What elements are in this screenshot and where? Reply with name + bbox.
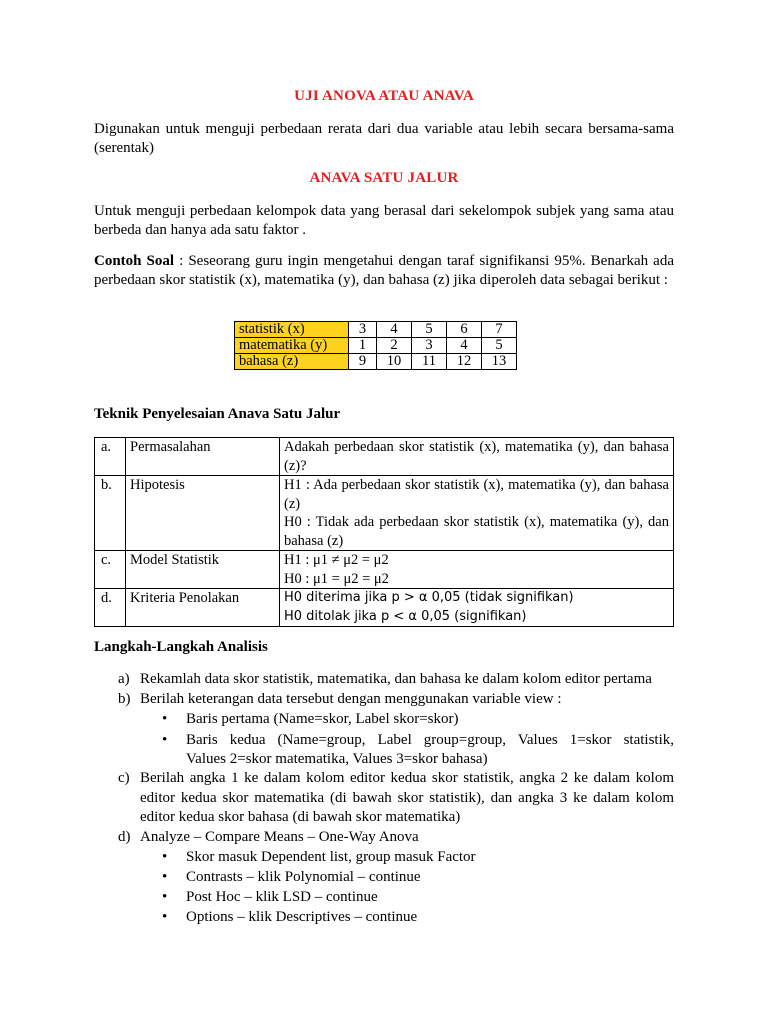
intro2-paragraph: Untuk menguji perbedaan kelompok data yang berasal dari sekelompok subjek yang sama atau berbeda dan hanya ada satu faktor . (94, 203, 674, 238)
sub-step-text: Post Hoc – klik LSD – continue (186, 889, 378, 905)
row-letter: d. (95, 589, 126, 627)
row-content (280, 551, 674, 589)
bullet-icon: • (162, 889, 168, 905)
table-cell: 5 (412, 322, 447, 338)
intro-paragraph: Digunakan untuk menguji perbedaan rerata dari dua variable atau lebih secara bersama-sama (serentak) (94, 121, 674, 156)
sub-step-text: Baris pertama (Name=skor, Label skor=skor) (186, 711, 459, 727)
table-cell: 4 (447, 338, 482, 354)
score-data-table (234, 321, 517, 370)
row-label: bahasa (z) (235, 354, 349, 370)
row-letter: b. (95, 476, 126, 551)
bullet-icon: • (162, 869, 168, 885)
table-row (235, 322, 517, 338)
row-line: Adakah perbedaan skor statistik (x), matematika (y), dan bahasa (z)? (284, 439, 669, 474)
row-name: Model Statistik (126, 551, 280, 589)
row-line: H1 : Ada perbedaan skor statistik (x), matematika (y), dan bahasa (z) (284, 477, 669, 512)
row-letter: c. (95, 551, 126, 589)
table-cell: 9 (349, 354, 377, 370)
row-line: H1 : μ1 ≠ μ2 = μ2 (284, 552, 389, 568)
contoh-soal-paragraph (94, 252, 674, 290)
table-cell: 1 (349, 338, 377, 354)
table-cell: 10 (377, 354, 412, 370)
row-line: H0 : Tidak ada perbedaan skor statistik (x), matematika (y), dan bahasa (z) (284, 514, 669, 549)
teknik-heading: Teknik Penyelesaian Anava Satu Jalur (94, 406, 341, 422)
table-row (95, 438, 674, 476)
sub-title: ANAVA SATU JALUR (309, 170, 459, 186)
contoh-soal-text: : Seseorang guru ingin mengetahui dengan taraf signifikansi 95%. Benarkah ada perbedaan skor statistik (x), matematika (y), dan bahasa (z) jika diperoleh data sebagai berikut : (94, 253, 674, 288)
bullet-icon: • (162, 732, 168, 748)
step-text: editor kedua skor bahasa (di bawah skor matematika) (140, 809, 461, 825)
contoh-soal-label: Contoh Soal (94, 253, 175, 269)
row-content (280, 476, 674, 551)
sub-step-text: Skor masuk Dependent list, group masuk Factor (186, 849, 476, 865)
row-label: matematika (y) (235, 338, 349, 354)
row-letter: a. (95, 438, 126, 476)
table-cell: 13 (482, 354, 517, 370)
row-label: statistik (x) (235, 322, 349, 338)
step-text: Berilah angka 1 ke dalam kolom editor kedua skor statistik, angka 2 ke dalam kolom (140, 770, 674, 786)
step-marker: a) (118, 671, 130, 687)
step-text: Berilah keterangan data tersebut dengan menggunakan variable view : (140, 691, 562, 707)
table-cell: 3 (349, 322, 377, 338)
table-cell: 7 (482, 322, 517, 338)
langkah-heading: Langkah-Langkah Analisis (94, 639, 268, 655)
bullet-icon: • (162, 849, 168, 865)
sub-step-text: Baris kedua (Name=group, Label group=group, Values 1=skor statistik, (186, 732, 674, 748)
table-cell: 6 (447, 322, 482, 338)
sub-step-text: Values 2=skor matematika, Values 3=skor bahasa) (186, 751, 488, 767)
table-cell: 12 (447, 354, 482, 370)
row-line: H0 diterima jika p > α 0,05 (tidak signifikan) (284, 590, 574, 605)
row-name: Kriteria Penolakan (126, 589, 280, 627)
table-row (95, 589, 674, 627)
step-text: Rekamlah data skor statistik, matematika, dan bahasa ke dalam kolom editor pertama (140, 671, 652, 687)
step-text: editor kedua skor matematika (di bawah skor statistik), dan angka 3 ke dalam kolom (140, 790, 674, 806)
row-line: H0 : μ1 = μ2 = μ2 (284, 570, 389, 587)
table-cell: 3 (412, 338, 447, 354)
table-row (235, 354, 517, 370)
step-text: Analyze – Compare Means – One-Way Anova (140, 829, 419, 845)
table-row (95, 551, 674, 589)
step-marker: c) (118, 770, 130, 786)
row-name: Hipotesis (126, 476, 280, 551)
teknik-table (94, 437, 674, 627)
row-name: Permasalahan (126, 438, 280, 476)
row-content (280, 438, 674, 476)
bullet-icon: • (162, 909, 168, 925)
sub-step-text: Options – klik Descriptives – continue (186, 909, 418, 925)
row-line: H0 ditolak jika p < α 0,05 (signifikan) (284, 608, 527, 624)
table-cell: 5 (482, 338, 517, 354)
bullet-icon: • (162, 711, 168, 727)
table-row (235, 338, 517, 354)
row-content (280, 589, 674, 627)
step-marker: d) (118, 829, 131, 845)
step-marker: b) (118, 691, 131, 707)
table-cell: 4 (377, 322, 412, 338)
table-row (95, 476, 674, 551)
table-cell: 11 (412, 354, 447, 370)
table-cell: 2 (377, 338, 412, 354)
main-title: UJI ANOVA ATAU ANAVA (294, 88, 474, 104)
sub-step-text: Contrasts – klik Polynomial – continue (186, 869, 421, 885)
